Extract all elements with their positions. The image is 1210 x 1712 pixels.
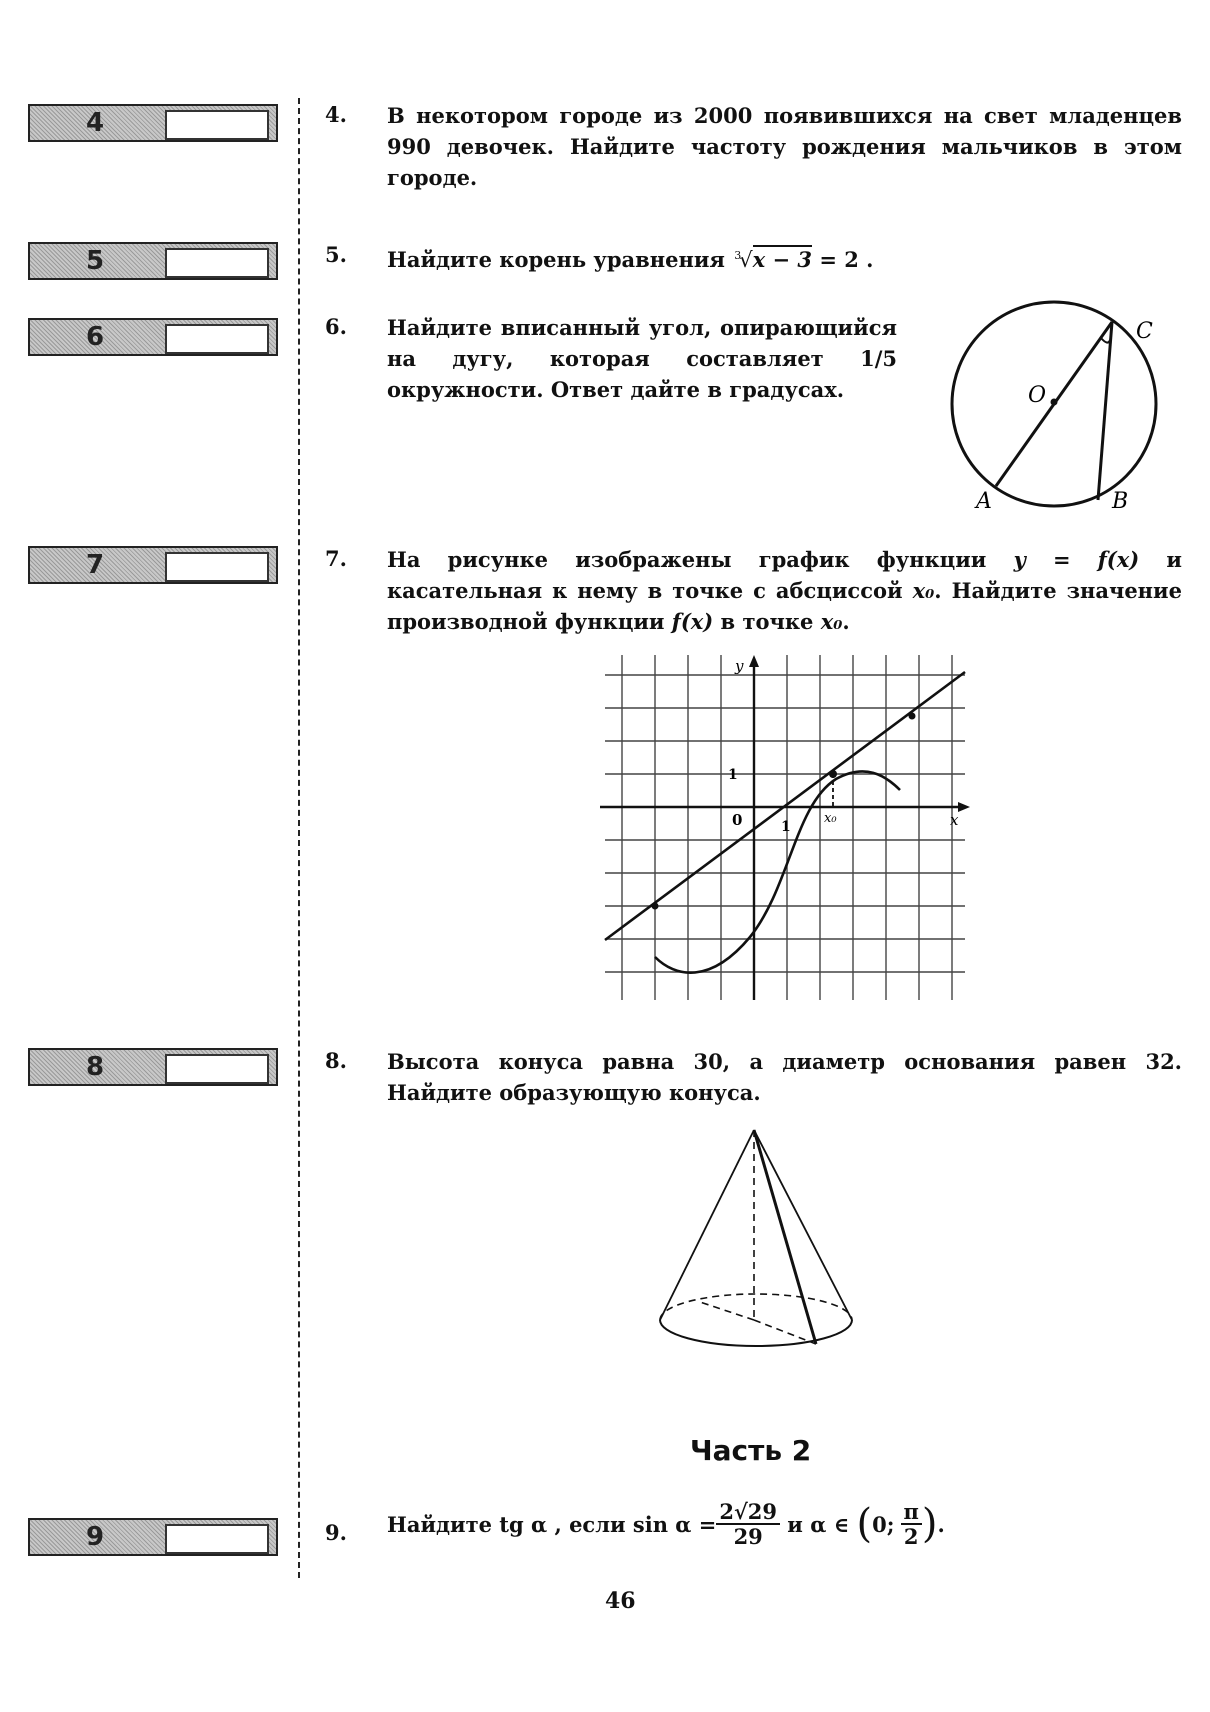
label-a: A: [976, 489, 992, 514]
y-axis-arrow: [749, 655, 759, 667]
cube-root: $^3$√x − 3: [734, 247, 813, 272]
problem-7-text-1: На рисунке изображены график функции: [387, 547, 1014, 572]
answer-box-label: 7: [85, 550, 105, 580]
cone-radius: [754, 1320, 816, 1344]
problem-5-text-before: Найдите корень уравнения: [387, 247, 733, 272]
center-point: [1051, 399, 1058, 406]
problem-8-text: Высота конуса равна 30, а диаметр основания равен 32. Найдите образующую конуса.: [387, 1049, 1182, 1105]
function-graph: [600, 655, 970, 1005]
problem-7-text-4: в точке: [713, 609, 821, 634]
x-tick-label: 1: [781, 819, 791, 835]
root-index: 3: [734, 249, 742, 262]
problem-7-text-3: . Найдите значение производной функции: [387, 578, 1182, 634]
problem-9-text: [387, 1500, 1182, 1548]
cone-generatrix: [754, 1130, 816, 1344]
cone-figure: [650, 1120, 870, 1350]
cone-base-front: [660, 1320, 852, 1346]
answer-field-5[interactable]: [165, 248, 269, 278]
answer-box-label: 4: [85, 108, 105, 138]
problem-4-text: В некотором городе из 2000 появившихся на свет младенцев 990 девочек. Найдите частоту рождения мальчиков в этом городе.: [387, 103, 1182, 190]
problem-7-text-5: .: [842, 609, 850, 634]
answer-box-9: [28, 1518, 278, 1556]
problem-8-number: 8.: [325, 1048, 347, 1073]
x-axis-label: x: [950, 811, 959, 829]
problem-9-text-2: и α ∈: [780, 1511, 857, 1537]
problem-4-number: 4.: [325, 102, 347, 127]
cone-side-right: [754, 1130, 852, 1320]
function-curve: [655, 771, 900, 972]
answer-field-9[interactable]: [165, 1524, 269, 1554]
problem-5-text-after: = 2 .: [812, 247, 874, 272]
answer-box-label: 8: [85, 1052, 105, 1082]
problem-9-text-3: .: [937, 1511, 945, 1537]
problem-7-text-2: и касательная к нему в точке с абсциссой: [387, 547, 1182, 603]
answer-box-7: [28, 546, 278, 584]
chord-cb: [1098, 322, 1112, 500]
problem-7-text: [387, 544, 1182, 637]
answer-box-label: 5: [85, 246, 105, 276]
radicand: x − 3: [752, 247, 813, 272]
problem-9-number: 9.: [325, 1520, 347, 1545]
problem-5-number: 5.: [325, 242, 347, 267]
pi-numerator: π: [901, 1500, 922, 1525]
cone-radius-back: [700, 1302, 754, 1320]
x0-symbol-2: x₀: [820, 609, 843, 634]
x0-symbol: x₀: [912, 578, 935, 603]
tangent-point-left: [652, 903, 659, 910]
answer-box-label: 6: [85, 322, 105, 352]
answer-field-7[interactable]: [165, 552, 269, 582]
problem-7-number: 7.: [325, 546, 347, 571]
label-o: O: [1028, 383, 1047, 408]
y-equals-fx: y = f(x): [1013, 547, 1140, 572]
interval-left: 0;: [872, 1511, 895, 1537]
problem-6-text: Найдите вписанный угол, опирающийся на дугу, которая составляет 1/5 окружности. Ответ дайте в градусах.: [387, 315, 897, 402]
answer-field-4[interactable]: [165, 110, 269, 140]
angle-arc: [1101, 338, 1110, 343]
circle-figure: [940, 290, 1180, 520]
label-b: B: [1112, 489, 1129, 514]
x-axis-arrow: [958, 802, 970, 812]
cone-base-back: [660, 1294, 852, 1320]
y-axis-label: y: [735, 657, 744, 675]
y-tick-label: 1: [728, 767, 738, 783]
fx-symbol: f(x): [671, 609, 714, 634]
answer-box-5: [28, 242, 278, 280]
pi-fraction: [901, 1500, 922, 1548]
origin-label: 0: [732, 811, 743, 829]
sine-numerator: 2√29: [716, 1500, 780, 1525]
problem-6-number: 6.: [325, 314, 347, 339]
x0-label: x₀: [824, 811, 837, 826]
sine-fraction: [716, 1500, 780, 1548]
label-c: C: [1136, 319, 1153, 344]
open-paren: (: [856, 1500, 873, 1547]
cone-side-left: [660, 1130, 754, 1320]
answer-box-8: [28, 1048, 278, 1086]
problem-9-text-1: Найдите tg α , если sin α =: [387, 1511, 717, 1537]
close-paren: ): [921, 1500, 938, 1547]
tangent-point-right: [909, 713, 916, 720]
problem-5-text: [387, 240, 1182, 276]
pi-denominator: 2: [903, 1524, 919, 1550]
cut-line: [298, 98, 300, 1578]
sine-denominator: 29: [733, 1524, 763, 1550]
answer-field-8[interactable]: [165, 1054, 269, 1084]
section-title: Часть 2: [690, 1434, 812, 1467]
page-number: 46: [605, 1588, 636, 1614]
answer-field-6[interactable]: [165, 324, 269, 354]
answer-box-6: [28, 318, 278, 356]
answer-box-label: 9: [85, 1522, 105, 1552]
answer-box-4: [28, 104, 278, 142]
